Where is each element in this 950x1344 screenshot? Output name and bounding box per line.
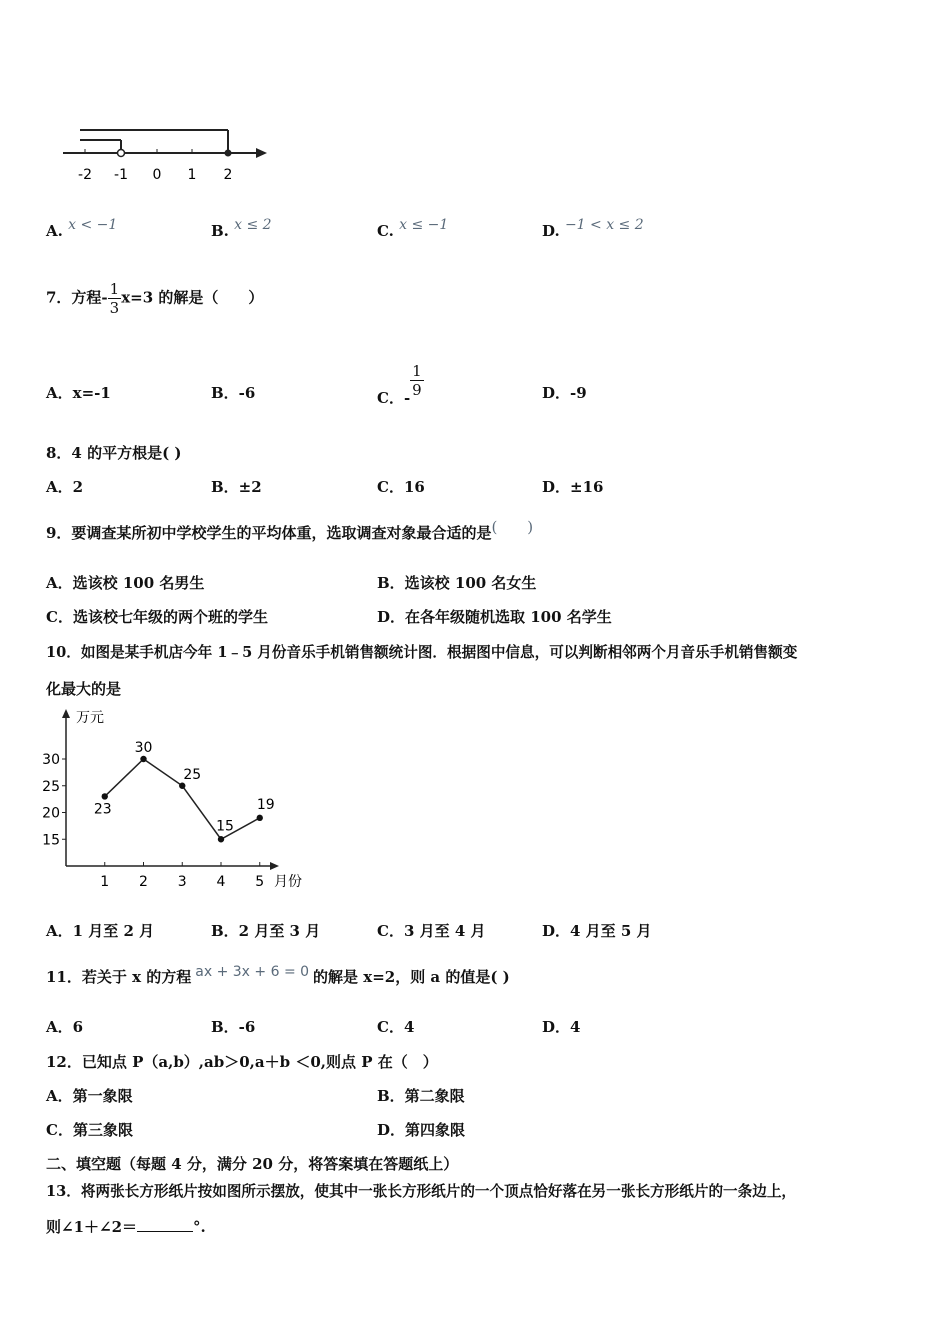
data-point <box>102 793 108 799</box>
y-axis-arrow <box>62 709 70 718</box>
q9-option-d: D．在各年级随机选取 100 名学生 <box>377 608 612 626</box>
tick-label: 0 <box>152 167 162 183</box>
q10-option-a: A．1 月至 2 月 <box>46 922 155 940</box>
q12-option-c: C．第三象限 <box>46 1121 133 1139</box>
q6-option-c: C. x ≤ −1 <box>377 217 449 240</box>
x-axis-label: 月份 <box>274 874 302 890</box>
q11-option-a: A．6 <box>46 1018 84 1036</box>
data-label: 25 <box>183 766 202 783</box>
q10-stem-line1: 10．如图是某手机店今年 1﹣5 月份音乐手机销售额统计图．根据图中信息，可以判断相邻两个月音乐手机销售额变 <box>46 644 798 661</box>
x-tick-label: 5 <box>255 874 265 890</box>
q8-option-a: A．2 <box>46 478 84 496</box>
q12-option-d: D．第四象限 <box>377 1121 466 1139</box>
y-axis-label: 万元 <box>76 710 104 726</box>
q9-option-b: B．选该校 100 名女生 <box>377 574 537 592</box>
q8-option-d: D．±16 <box>542 478 604 496</box>
data-point <box>140 756 146 762</box>
q12-option-b: B．第二象限 <box>377 1087 465 1105</box>
y-tick-label: 25 <box>42 778 60 795</box>
q8-option-c: C．16 <box>377 478 425 496</box>
tick-label: 1 <box>187 167 197 183</box>
number-line-figure <box>55 120 275 190</box>
answer-blank[interactable] <box>137 1231 193 1232</box>
q8-option-b: B．±2 <box>211 478 262 496</box>
q6-option-b: B. x ≤ 2 <box>211 217 272 240</box>
q11-option-b: B．-6 <box>211 1018 256 1036</box>
q12-option-a: A．第一象限 <box>46 1087 133 1105</box>
data-label: 23 <box>93 801 112 818</box>
data-point <box>257 815 263 821</box>
q9-stem: 9．要调查某所初中学校学生的平均体重，选取调查对象最合适的是( ) <box>46 518 534 542</box>
x-tick-label: 1 <box>100 874 110 890</box>
closed-point-marker <box>225 150 232 157</box>
data-label: 19 <box>256 796 275 813</box>
q10-stem-line2: 化最大的是 <box>46 680 122 698</box>
q13-stem-line2: 则∠1＋∠2＝ °. <box>46 1218 206 1236</box>
x-tick-label: 3 <box>177 874 187 890</box>
q7-stem: 7．方程- $\frac{1}{3}$ x=3 的解是（ ） <box>46 280 264 317</box>
q10-option-d: D．4 月至 5 月 <box>542 922 652 940</box>
q13-stem-line1: 13．将两张长方形纸片按如图所示摆放，使其中一张长方形纸片的一个顶点恰好落在另一张长方形纸片的一条边上， <box>46 1183 797 1200</box>
q9-option-a: A．选该校 100 名男生 <box>46 574 205 592</box>
tick-label: -2 <box>78 167 92 183</box>
q11-option-d: D．4 <box>542 1018 581 1036</box>
x-tick-label: 4 <box>216 874 226 890</box>
q9-option-c: C．选该校七年级的两个班的学生 <box>46 608 268 626</box>
q10-option-c: C．3 月至 4 月 <box>377 922 486 940</box>
q12-stem: 12．已知点 P（a,b）,ab＞0,a＋b ＜0,则点 P 在（ ） <box>46 1053 438 1071</box>
q7-option-a: A．x=-1 <box>46 384 111 402</box>
q6-option-d: D. −1 < x ≤ 2 <box>542 217 644 240</box>
data-point <box>218 836 224 842</box>
x-tick-label: 2 <box>139 874 148 890</box>
data-point <box>179 783 185 789</box>
q8-stem: 8．4 的平方根是( ) <box>46 444 182 462</box>
section-heading: 二、填空题（每题 4 分，满分 20 分，将答案填在答题纸上） <box>46 1155 459 1173</box>
y-tick-label: 30 <box>42 752 60 768</box>
q7-option-d: D．-9 <box>542 384 587 402</box>
y-tick-label: 20 <box>42 805 60 822</box>
q11-stem: 11．若关于 x 的方程 ax + 3x + 6 = 0 的解是 x=2，则 a 的值是( ) <box>46 964 510 986</box>
q7-option-c: C．- $\frac{1}{9}$ <box>377 362 422 407</box>
data-label: 30 <box>134 740 153 756</box>
series-line <box>105 759 260 839</box>
x-axis-arrow <box>270 862 279 870</box>
y-tick-label: 15 <box>42 832 60 849</box>
q6-option-a: A. x < −1 <box>46 217 118 240</box>
data-label: 15 <box>216 818 234 835</box>
open-point-marker <box>118 150 125 157</box>
sales-line-chart <box>40 703 310 898</box>
tick-label: -1 <box>114 167 128 183</box>
q7-option-b: B．-6 <box>211 384 256 402</box>
q11-option-c: C．4 <box>377 1018 415 1036</box>
q10-option-b: B．2 月至 3 月 <box>211 922 321 940</box>
tick-label: 2 <box>223 167 233 183</box>
